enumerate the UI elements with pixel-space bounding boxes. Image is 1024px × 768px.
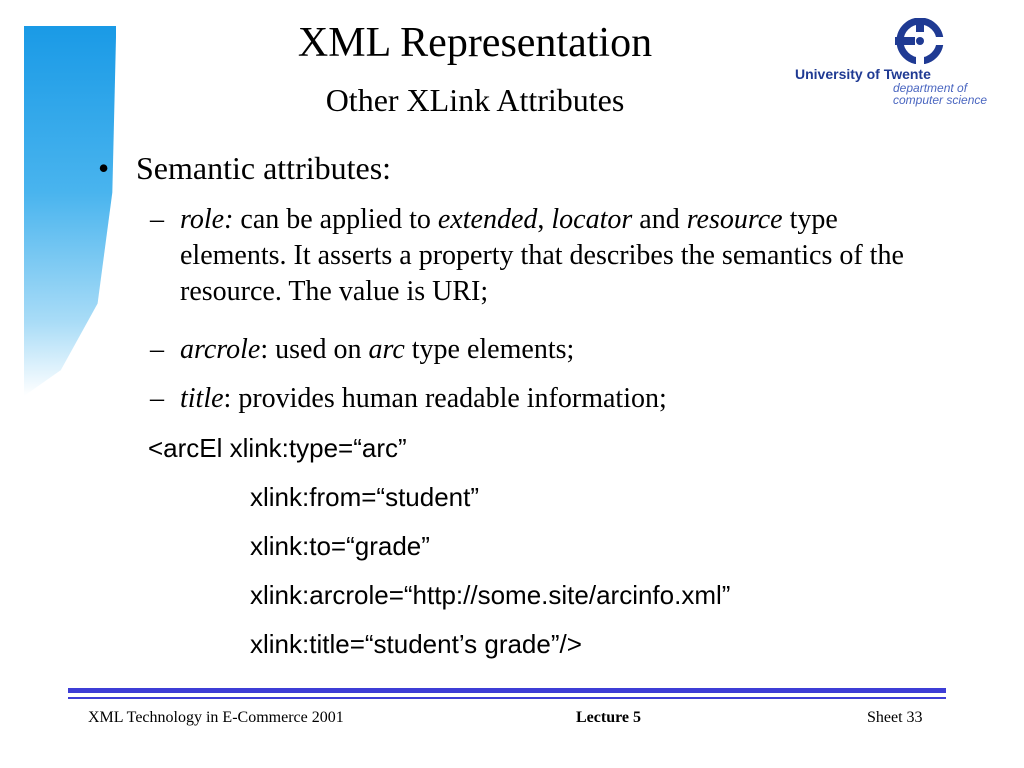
university-logo [795, 18, 1015, 118]
department-line-1: department of [893, 81, 968, 95]
code-line-1: <arcEl xlink:type=“arc” [148, 433, 407, 463]
decorative-blue-strip [24, 26, 116, 396]
dash-marker: – [150, 383, 164, 414]
footer-divider-thick [68, 688, 946, 693]
text-fragment: and [632, 204, 687, 235]
dash-marker: – [150, 334, 164, 365]
text-fragment: can be applied to [233, 204, 438, 235]
sub-item-text [180, 202, 940, 310]
text-fragment: : used on [260, 334, 369, 365]
footer-divider-thin [68, 697, 946, 699]
sub-item-text [180, 332, 940, 368]
term-title: title [180, 383, 224, 414]
department-name [893, 82, 987, 106]
term-role: role: [180, 204, 234, 235]
department-line-2: computer science [893, 93, 988, 107]
term-arcrole: arcrole [180, 334, 261, 365]
dash-marker: – [150, 204, 164, 235]
slide-title: XML Representation [297, 20, 653, 66]
university-name: University of Twente [795, 66, 931, 82]
text-fragment: : provides human readable information; [223, 383, 667, 414]
term-locator: locator [551, 204, 633, 235]
footer-sheet-number: Sheet 33 [867, 709, 923, 726]
text-fragment: type elements. It asserts a property that describes the semantics of the resource. The value is URI; [180, 204, 904, 307]
term-resource: resource [686, 204, 783, 235]
slide-subtitle: Other XLink Attributes [325, 82, 625, 118]
bullet-text: Semantic attributes: [136, 150, 392, 186]
sub-item-text [180, 381, 940, 417]
bullet-marker: • [98, 150, 110, 186]
code-line-3: xlink:to=“grade” [250, 531, 430, 561]
university-emblem-icon [895, 18, 945, 64]
code-line-4: xlink:arcrole=“http://some.site/arcinfo.xml” [250, 580, 731, 610]
footer-course: XML Technology in E-Commerce 2001 [88, 709, 344, 726]
text-fragment: , [537, 204, 552, 235]
code-line-5: xlink:title=“student’s grade”/> [250, 629, 582, 659]
term-arc: arc [368, 334, 405, 365]
code-line-2: xlink:from=“student” [250, 482, 480, 512]
term-extended: extended [437, 204, 538, 235]
text-fragment: type elements; [404, 334, 575, 365]
footer-lecture: Lecture 5 [576, 709, 642, 726]
